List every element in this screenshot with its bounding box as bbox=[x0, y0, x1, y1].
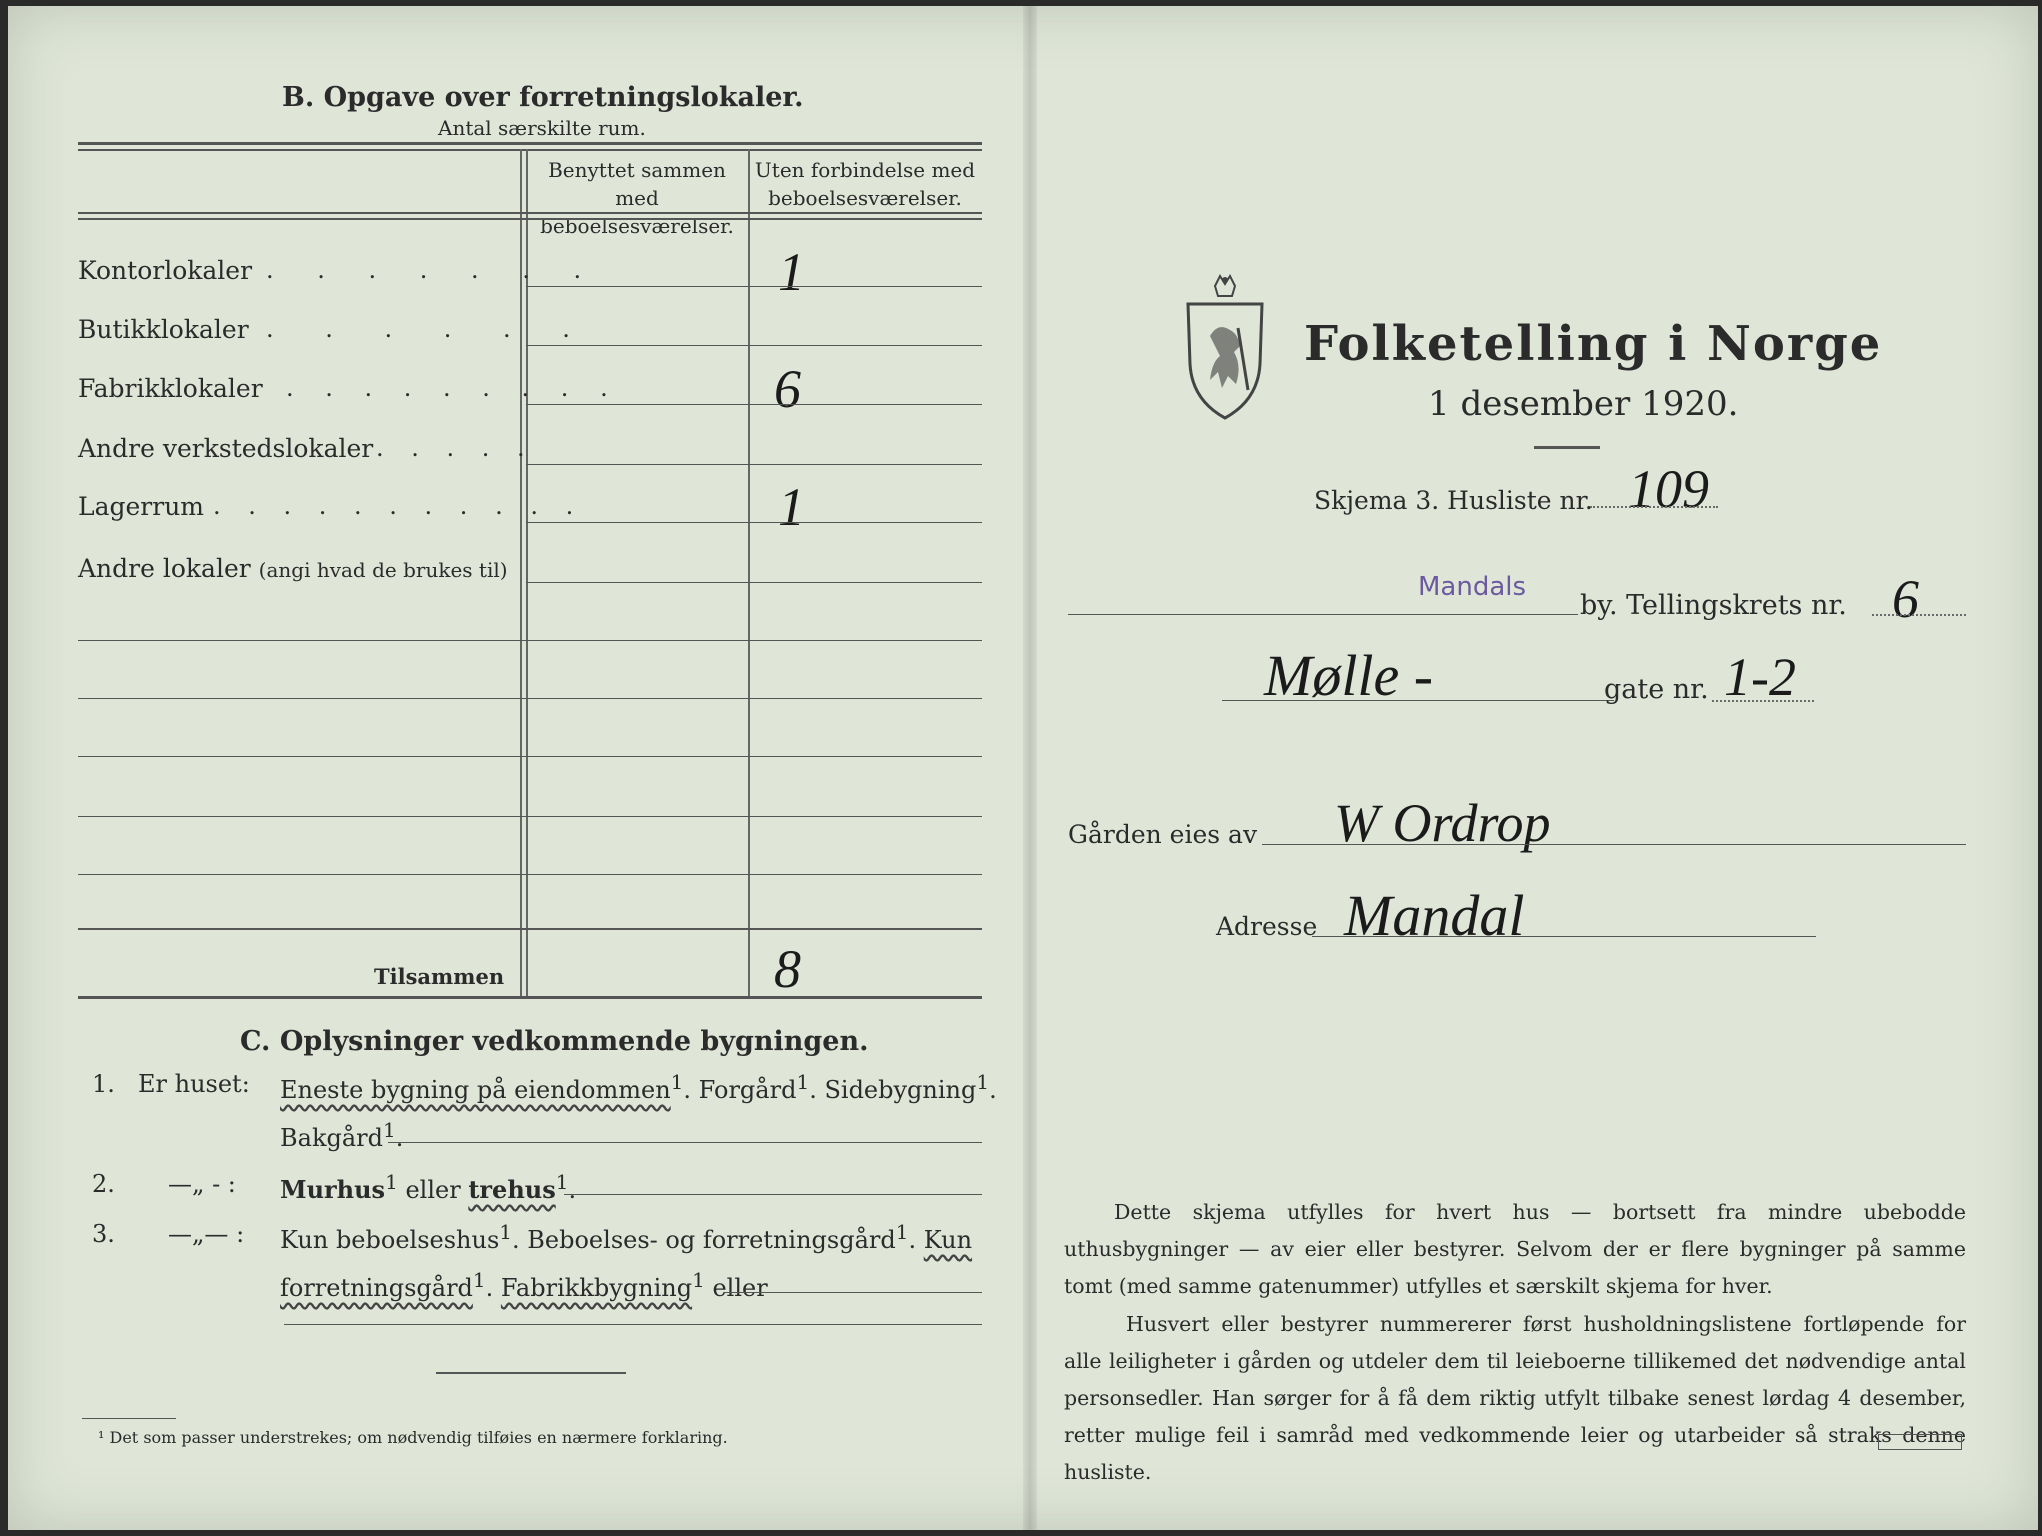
leader-dots: . . . . . . . bbox=[266, 256, 600, 284]
option-kun-beboelseshus: Kun beboelseshus bbox=[280, 1226, 500, 1254]
row-label-lager: Lagerrum bbox=[78, 492, 205, 521]
table-divider-2 bbox=[748, 149, 750, 997]
city-line bbox=[1068, 614, 1578, 615]
item-3-number: 3. bbox=[92, 1220, 115, 1248]
table-bottom-rule bbox=[78, 996, 982, 999]
item-1-lead: Er huset: bbox=[138, 1070, 250, 1098]
coat-of-arms-icon bbox=[1180, 272, 1270, 422]
footnote: ¹ Det som passer understrekes; om nødvendig tilføies en nærmere forklaring. bbox=[98, 1428, 728, 1447]
husliste-number: 109 bbox=[1628, 459, 1709, 519]
table-top-rule-2 bbox=[78, 149, 982, 151]
col-header-separate: Uten forbindelse med beboelsesværelser. bbox=[754, 158, 976, 210]
husliste-label: Skjema 3. Husliste nr. bbox=[1314, 486, 1593, 515]
husliste-line bbox=[1590, 506, 1718, 508]
total-rule bbox=[78, 928, 982, 930]
address-line bbox=[1312, 936, 1816, 937]
fill-rule bbox=[724, 1292, 982, 1293]
value-fabrikk: 6 bbox=[774, 359, 801, 419]
option-trehus: trehus bbox=[468, 1175, 556, 1204]
form-title: Folketelling i Norge bbox=[1304, 316, 1883, 372]
page-fold bbox=[1023, 6, 1037, 1530]
col-header-shared: Benyttet sammen med beboelsesværelser. bbox=[540, 158, 734, 238]
item-1-line-b: Bakgård$^1$. bbox=[280, 1118, 404, 1152]
row-label-kontor: Kontorlokaler bbox=[78, 256, 253, 285]
item-1-number: 1. bbox=[92, 1070, 115, 1098]
section-end-rule bbox=[436, 1372, 626, 1374]
row-label-andre bbox=[78, 554, 508, 583]
item-2-lead: —„ - : bbox=[168, 1170, 236, 1198]
row-label-butikk: Butikklokaler bbox=[78, 315, 249, 344]
row-rule bbox=[526, 404, 982, 405]
instruction-paragraph-1: Dette skjema utfylles for hvert hus — bortsett fra mindre ubebodde uthusbygninger — av eier eller bestyrer. Selvom der er flere bygninger på samme tomt (med samme gatenummer) utfylles et særskilt skjema for hver. bbox=[1064, 1200, 1966, 1298]
title-rule bbox=[1534, 446, 1600, 449]
blank-row-rule bbox=[78, 698, 982, 699]
gate-line bbox=[1712, 700, 1814, 702]
row-rule bbox=[526, 522, 982, 523]
header-rule-2 bbox=[78, 218, 982, 220]
option-eneste-bygning: Eneste bygning på eiendommen bbox=[280, 1076, 671, 1104]
option-murhus: Murhus bbox=[280, 1175, 386, 1204]
gate-nr-label: gate nr. bbox=[1604, 674, 1709, 705]
gate-number: 1-2 bbox=[1724, 647, 1796, 707]
andre-lokaler-label: Andre lokaler bbox=[78, 554, 251, 583]
option-fabrikkbygning: Fabrikkbygning bbox=[500, 1274, 693, 1302]
by-tellingskrets-label: by. Tellingskrets nr. bbox=[1580, 590, 1847, 621]
tellingskrets-line bbox=[1872, 614, 1966, 616]
leader-dots: . . . . . . bbox=[266, 315, 592, 343]
section-b-subtitle: Antal særskilte rum. bbox=[438, 116, 646, 140]
blank-row-rule bbox=[78, 816, 982, 817]
fill-rule bbox=[388, 1142, 982, 1143]
fill-rule bbox=[564, 1194, 982, 1195]
printer-mark bbox=[1878, 1434, 1962, 1450]
address-label: Adresse bbox=[1216, 912, 1318, 941]
blank-row-rule bbox=[78, 756, 982, 757]
street-line bbox=[1222, 700, 1614, 701]
owner-name: W Ordrop bbox=[1334, 793, 1551, 853]
leader-dots: . . . . . . . . . bbox=[286, 374, 620, 402]
option-beboelses-og-forretningsgard: Beboelses- og forretningsgård bbox=[527, 1226, 896, 1254]
row-rule bbox=[526, 286, 982, 287]
header-rule bbox=[78, 212, 982, 214]
row-label-verksted: Andre verkstedslokaler bbox=[78, 434, 374, 463]
row-rule bbox=[526, 464, 982, 465]
option-kun: Kun bbox=[923, 1226, 973, 1254]
section-c-title: C. Oplysninger vedkommende bygningen. bbox=[240, 1026, 869, 1057]
item-2-line: Murhus$^1$ eller trehus$^1$. bbox=[280, 1170, 577, 1204]
census-form-sheet bbox=[8, 6, 2038, 1530]
row-label-fabrikk: Fabrikklokaler bbox=[78, 374, 263, 403]
leader-dots: . . . . . bbox=[376, 434, 535, 462]
row-rule bbox=[526, 582, 982, 583]
item-3-line-b: forretningsgård$^1$. Fabrikkbygning$^1$ eller bbox=[280, 1268, 768, 1302]
street-name: Mølle - bbox=[1264, 643, 1434, 708]
option-forretningsgard: forretningsgård bbox=[280, 1274, 473, 1302]
item-1-line-a: Eneste bygning på eiendommen$^1$. Forgård$^1$. Sidebygning$^1$. bbox=[280, 1070, 997, 1104]
option-eller: eller bbox=[405, 1176, 461, 1204]
option-bakgard: Bakgård bbox=[280, 1124, 383, 1152]
andre-lokaler-note: (angi hvad de brukes til) bbox=[258, 558, 508, 582]
tellingskrets-number: 6 bbox=[1892, 569, 1919, 629]
owner-line bbox=[1262, 844, 1966, 845]
total-label: Tilsammen bbox=[374, 964, 505, 989]
leader-dots: . . . . . . . . . . . bbox=[213, 492, 584, 520]
section-b-title: B. Opgave over forretningslokaler. bbox=[282, 82, 804, 113]
option-forgard: Forgård bbox=[698, 1076, 797, 1104]
city-stamp: Mandals bbox=[1418, 572, 1527, 602]
footnote-rule bbox=[82, 1418, 176, 1419]
census-date: 1 desember 1920. bbox=[1428, 384, 1739, 424]
item-3-lead: —„— : bbox=[168, 1220, 245, 1248]
option-eller-2: eller bbox=[712, 1274, 768, 1302]
table-top-rule bbox=[78, 142, 982, 145]
item-2-number: 2. bbox=[92, 1170, 115, 1198]
option-sidebygning: Sidebygning bbox=[824, 1076, 977, 1104]
blank-row-rule bbox=[78, 874, 982, 875]
address-value: Mandal bbox=[1344, 883, 1525, 948]
instruction-paragraph-2: Husvert eller bestyrer nummererer først husholdningslistene fortløpende for alle leiligheter i gården og utdeler dem til leieboerne tillikemed det nødvendige antal personsedler. Han sørger for å få dem riktig utfylt tilbake senest lørdag 4 desember, retter mulige feil i samråd med vedkommende leier og utarbeider så straks denne husliste. bbox=[1064, 1312, 1966, 1484]
item-3-line-a: Kun beboelseshus$^1$. Beboelses- og forretningsgård$^1$. Kun bbox=[280, 1220, 973, 1254]
owner-label: Gården eies av bbox=[1068, 820, 1258, 849]
row-rule bbox=[526, 345, 982, 346]
value-lager: 1 bbox=[778, 477, 805, 537]
fill-rule bbox=[284, 1324, 982, 1325]
value-kontor: 1 bbox=[778, 242, 805, 302]
blank-row-rule bbox=[78, 640, 982, 641]
total-value: 8 bbox=[774, 939, 801, 999]
